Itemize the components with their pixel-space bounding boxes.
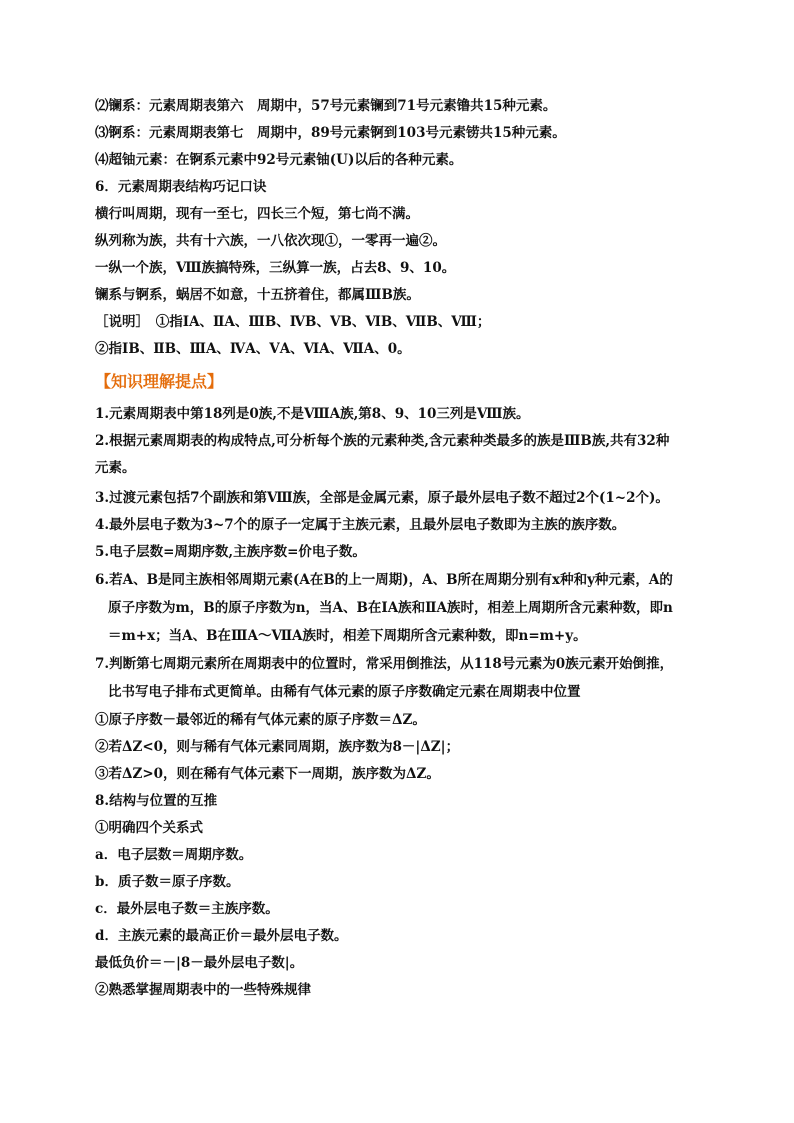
point-8-sub-1: ①明确四个关系式 <box>95 820 203 836</box>
rule-3: ③若ΔZ>0，则在稀有气体元素下一周期，族序数为ΔZ。 <box>95 766 440 782</box>
text-line-actinides: ⑶锕系：元素周期表第七 周期中，89号元素锕到103号元素铹共15种元素。 <box>95 125 566 141</box>
point-2: 2.根据元素周期表的构成特点,可分析每个族的元素种类,含元素种类最多的族是ⅢB族,共有32种 <box>95 433 670 449</box>
point-8: 8.结构与位置的互推 <box>95 793 218 809</box>
point-7: 7.判断第七周期元素所在周期表中的位置时，常采用倒推法，从118号元素为0族元素开始倒推， <box>95 656 674 672</box>
section-title-mnemonic: 6．元素周期表结构巧记口诀 <box>95 179 267 195</box>
rule-2: ②若ΔZ<0，则与稀有气体元素同周期，族序数为8－|ΔZ|； <box>95 739 460 755</box>
section-heading: 【知识理解提点】 <box>95 372 224 391</box>
point-4: 4.最外层电子数为3~7个的原子一定属于主族元素，且最外层电子数即为主族的族序数。 <box>95 517 626 533</box>
rule-1: ①原子序数－最邻近的稀有气体元素的原子序数＝ΔZ。 <box>95 712 426 728</box>
mnemonic-line-3: 一纵一个族，Ⅷ族搞特殊，三纵算一族，占去8、9、10。 <box>95 260 456 276</box>
point-6-cont-1: 原子序数为m，B的原子序数为n，当A、B在ⅠA族和ⅡA族时，相差上周期所含元素种数，即n <box>108 600 673 616</box>
relation-d: d．主族元素的最高正价＝最外层电子数。 <box>95 928 348 944</box>
relation-d-cont: 最低负价＝－|8－最外层电子数|。 <box>95 955 304 971</box>
text-line-transuranium: ⑷超铀元素：在锕系元素中92号元素铀(U)以后的各种元素。 <box>95 152 463 168</box>
relation-b: b．质子数＝原子序数。 <box>95 874 240 890</box>
point-6: 6.若A、B是同主族相邻周期元素(A在B的上一周期)，A、B所在周期分别有x种和y种元素，A的 <box>95 572 673 588</box>
relation-a: a．电子层数＝周期序数。 <box>95 847 253 863</box>
mnemonic-line-1: 横行叫周期，现有一至七，四长三个短，第七尚不满。 <box>95 206 419 222</box>
note-line-2: ②指ⅠB、ⅡB、ⅢA、ⅣA、ⅤA、ⅥA、ⅦA、0。 <box>95 341 411 357</box>
point-1: 1.元素周期表中第18列是0族,不是ⅧA族,第8、9、10三列是Ⅷ族。 <box>95 406 530 422</box>
note-line-1: ［说明］ ①指ⅠA、ⅡA、ⅢB、ⅣB、ⅤB、ⅥB、ⅦB、Ⅷ； <box>95 314 491 330</box>
point-2-cont: 元素。 <box>95 460 136 476</box>
text-line-lanthanides: ⑵镧系：元素周期表第六 周期中，57号元素镧到71号元素镥共15种元素。 <box>95 98 557 114</box>
mnemonic-line-2: 纵列称为族，共有十六族，一八依次现①，一零再一遍②。 <box>95 233 446 249</box>
point-5: 5.电子层数=周期序数,主族序数=价电子数。 <box>95 544 366 560</box>
point-3: 3.过渡元素包括7个副族和第Ⅷ族，全部是金属元素，原子最外层电子数不超过2个(1~2个)。 <box>95 490 669 506</box>
point-7-cont: 比书写电子排布式更简单。由稀有气体元素的原子序数确定元素在周期表中位置 <box>108 684 581 700</box>
point-8-sub-2: ②熟悉掌握周期表中的一些特殊规律 <box>95 982 311 998</box>
mnemonic-line-4: 镧系与锕系，蜗居不如意，十五挤着住，都属ⅢB族。 <box>95 287 420 303</box>
relation-c: c．最外层电子数＝主族序数。 <box>95 901 279 917</box>
point-6-cont-2: ＝m+x；当A、B在ⅢA～ⅦA族时，相差下周期所含元素种数，即n=m+y。 <box>108 628 587 644</box>
